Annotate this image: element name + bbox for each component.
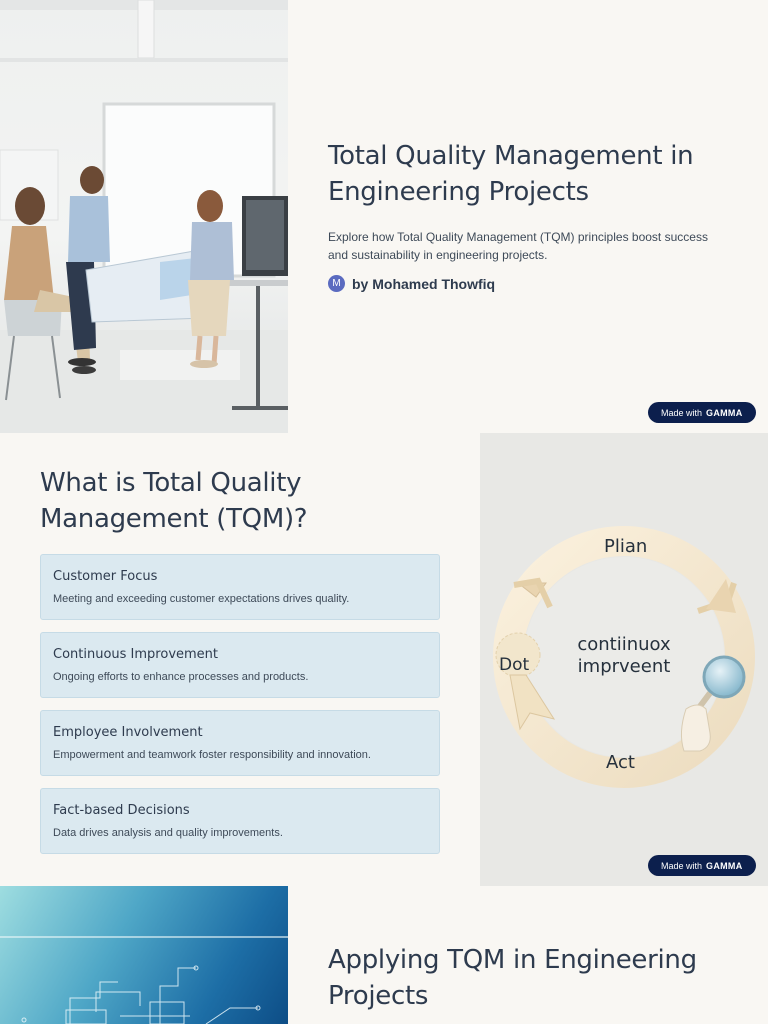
author-line xyxy=(328,275,728,292)
card-title: Continuous Improvement xyxy=(53,647,219,662)
principles-list xyxy=(40,554,440,866)
made-with-gamma-badge[interactable] xyxy=(648,855,756,876)
cycle-label-act: Act xyxy=(606,752,635,773)
principle-card xyxy=(40,632,440,698)
pdca-cycle-illustration xyxy=(480,433,768,886)
blueprint-illustration xyxy=(0,886,288,1024)
cycle-label-plan: Plian xyxy=(604,536,648,557)
cycle-label-do: Dot xyxy=(499,655,530,675)
office-team-photo xyxy=(0,0,288,433)
cycle-center-label xyxy=(564,634,684,678)
author-name: by Mohamed Thowfiq xyxy=(352,275,496,292)
card-description: Ongoing efforts to enhance processes and products. xyxy=(53,671,309,683)
cycle-center-line2: imprveent xyxy=(577,656,671,677)
gamma-logo-text: GAMMA xyxy=(706,407,743,418)
principle-card xyxy=(40,710,440,776)
definition-slide xyxy=(0,433,768,886)
avatar: M xyxy=(328,275,345,292)
made-with-gamma-badge[interactable] xyxy=(648,402,756,423)
badge-prefix: Made with xyxy=(661,407,703,418)
section-title: Applying TQM in Engineering Projects xyxy=(328,945,697,1011)
card-description: Meeting and exceeding customer expectations drives quality. xyxy=(53,593,350,605)
card-title: Employee Involvement xyxy=(53,725,203,740)
title-block xyxy=(328,138,728,292)
card-description: Empowerment and teamwork foster responsibility and innovation. xyxy=(53,749,371,761)
card-description: Data drives analysis and quality improvements. xyxy=(53,827,283,839)
badge-prefix: Made with xyxy=(661,860,703,871)
principle-card xyxy=(40,788,440,854)
section-title: What is Total Quality Management (TQM)? xyxy=(40,468,308,534)
presentation-title: Total Quality Management in Engineering Projects xyxy=(328,141,694,207)
card-title: Fact-based Decisions xyxy=(53,803,190,818)
presentation-subtitle: Explore how Total Quality Management (TQM) principles boost success and sustainability in engineering projects. xyxy=(328,230,708,262)
title-slide xyxy=(0,0,768,433)
card-title: Customer Focus xyxy=(53,569,158,584)
application-slide xyxy=(0,886,768,1024)
principle-card xyxy=(40,554,440,620)
cycle-center-line1: contiinuox xyxy=(577,634,671,655)
gamma-logo-text: GAMMA xyxy=(706,860,743,871)
